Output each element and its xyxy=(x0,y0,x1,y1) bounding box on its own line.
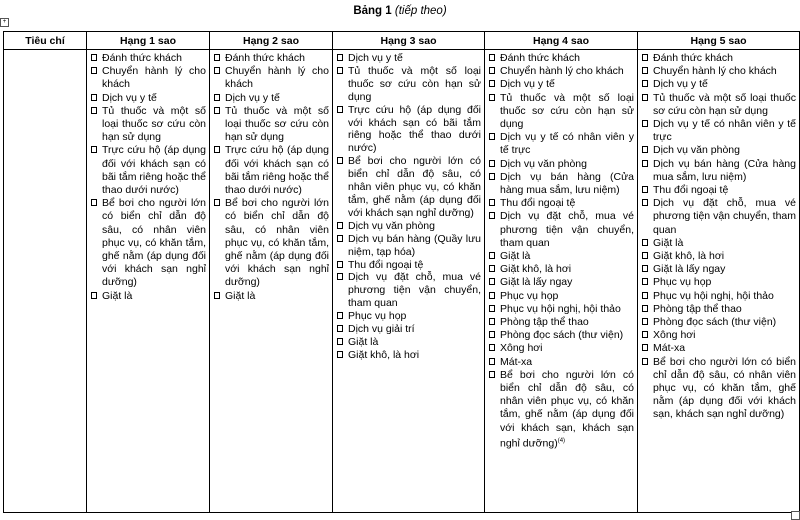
checkbox-bullet-icon xyxy=(489,252,495,259)
table-resize-handle[interactable] xyxy=(791,511,800,520)
list-item xyxy=(214,92,329,105)
checkbox-bullet-icon xyxy=(337,312,343,319)
checkbox-bullet-icon xyxy=(642,94,648,101)
checkbox-bullet-icon xyxy=(91,199,97,206)
list-item xyxy=(642,78,796,91)
list-item xyxy=(642,52,796,65)
list-item xyxy=(489,210,634,250)
checkbox-bullet-icon xyxy=(337,106,343,113)
list-item-text: Dịch vụ bán hàng (Cửa hàng mua sắm, lưu niệm) xyxy=(653,157,796,183)
checkbox-bullet-icon xyxy=(642,186,648,193)
header-rank-3: Hạng 3 sao xyxy=(333,32,485,50)
list-item xyxy=(214,144,329,197)
list-item-text: Giặt khô, là hơi xyxy=(653,250,725,263)
list-item xyxy=(214,290,329,303)
rank-3-list xyxy=(337,52,481,362)
list-item-text: Xông hơi xyxy=(653,329,696,342)
list-item-text: Giặt khô, là hơi xyxy=(500,263,572,276)
list-item xyxy=(489,158,634,171)
list-item-text: Giặt là xyxy=(225,289,256,302)
checkbox-bullet-icon xyxy=(337,235,343,242)
list-item-text: Dịch vụ văn phòng xyxy=(348,219,435,232)
list-item xyxy=(489,263,634,276)
list-item-text: Phòng đọc sách (thư viện) xyxy=(653,316,777,329)
list-item-text: Dịch vụ y tế xyxy=(225,91,280,104)
list-item-text: Phòng đọc sách (thư viện) xyxy=(500,329,624,342)
list-item xyxy=(91,197,206,289)
list-item-text: Giặt là xyxy=(102,289,133,302)
list-item-text: Dịch vụ giải trí xyxy=(348,323,415,336)
checkbox-bullet-icon xyxy=(642,278,648,285)
list-item-text: Tủ thuốc và một số loại thuốc sơ cứu còn hạn sử dụng xyxy=(102,104,206,144)
list-item xyxy=(337,233,481,259)
checkbox-bullet-icon xyxy=(642,252,648,259)
checkbox-bullet-icon xyxy=(214,94,220,101)
table-move-handle[interactable]: + xyxy=(0,18,9,27)
rank-4-list xyxy=(489,52,634,451)
list-item-text: Bể bơi cho người lớn có biển chỉ dẫn độ sâu, có nhân viên phục vụ, có khăn tắm, ghế nằm (áp dụng đối với khách sạn nghỉ dưỡng) xyxy=(348,155,481,219)
checkbox-bullet-icon xyxy=(642,146,648,153)
list-item-text: Bể bơi cho người lớn có biển chỉ dẫn độ sâu, có nhân viên phục vụ, có khăn tắm, ghế nằm (áp dụng đối với khách sạn nghỉ dưỡng) xyxy=(102,197,206,289)
checkbox-bullet-icon xyxy=(642,199,648,206)
list-item xyxy=(489,250,634,263)
list-item-text: Phục vụ hội nghị, hội thảo xyxy=(500,302,621,315)
list-item xyxy=(337,259,481,272)
checkbox-bullet-icon xyxy=(489,265,495,272)
list-item-text: Xông hơi xyxy=(500,342,543,355)
list-item xyxy=(642,342,796,355)
list-item xyxy=(642,316,796,329)
rank-4-cell[interactable] xyxy=(485,50,638,513)
rank-5-cell[interactable] xyxy=(638,50,800,513)
checkbox-bullet-icon xyxy=(489,292,495,299)
table-subtitle: (tiếp theo) xyxy=(394,5,447,17)
list-item-text: Đánh thức khách xyxy=(102,52,182,64)
list-item-text: Phục vụ họp xyxy=(653,276,712,289)
header-rank-2: Hạng 2 sao xyxy=(210,32,333,50)
list-item xyxy=(337,271,481,310)
checkbox-bullet-icon xyxy=(337,67,343,74)
rank-1-list xyxy=(91,52,206,303)
list-item-text: Giặt là xyxy=(500,250,531,263)
list-item xyxy=(642,276,796,289)
list-item-text: Dịch vụ bán hàng (Cửa hàng mua sắm, lưu niệm) xyxy=(500,170,634,197)
checkbox-bullet-icon xyxy=(642,305,648,312)
list-item-text: Chuyển hành lý cho khách xyxy=(653,65,777,78)
checkbox-bullet-icon xyxy=(642,67,648,74)
list-item-text: Tủ thuốc và một số loại thuốc sơ cứu còn hạn sử dụng xyxy=(348,64,481,103)
list-item xyxy=(91,92,206,105)
list-item xyxy=(489,92,634,132)
checkbox-bullet-icon xyxy=(337,338,343,345)
list-item xyxy=(489,276,634,289)
list-item xyxy=(489,197,634,210)
list-item xyxy=(642,250,796,263)
checkbox-bullet-icon xyxy=(489,305,495,312)
list-item xyxy=(642,158,796,184)
list-item-text: Mát-xa xyxy=(653,342,686,355)
checkbox-bullet-icon xyxy=(642,292,648,299)
list-item-text: Đánh thức khách xyxy=(225,52,305,64)
checkbox-bullet-icon xyxy=(489,54,495,61)
checkbox-bullet-icon xyxy=(214,107,220,114)
list-item-text: Giặt là lấy ngay xyxy=(500,276,573,289)
list-item xyxy=(337,155,481,220)
list-item xyxy=(337,52,481,65)
list-item xyxy=(91,105,206,145)
checkbox-bullet-icon xyxy=(91,54,97,61)
checkbox-bullet-icon xyxy=(337,222,343,229)
checkbox-bullet-icon xyxy=(337,351,343,358)
list-item xyxy=(642,356,796,422)
checkbox-bullet-icon xyxy=(642,80,648,87)
list-item-text: Mát-xa xyxy=(500,355,533,368)
list-item xyxy=(642,290,796,303)
checkbox-bullet-icon xyxy=(642,344,648,351)
checkbox-bullet-icon xyxy=(91,107,97,114)
rank-3-cell[interactable] xyxy=(333,50,485,513)
checkbox-bullet-icon xyxy=(489,80,495,87)
checkbox-bullet-icon xyxy=(642,331,648,338)
list-item-text: Tủ thuốc và một số loại thuốc sơ cứu còn hạn sử dụng xyxy=(653,91,796,117)
list-item xyxy=(337,323,481,336)
header-rank-4: Hạng 4 sao xyxy=(485,32,638,50)
list-item xyxy=(642,92,796,118)
list-item xyxy=(489,78,634,91)
table-title: Bảng 1 xyxy=(353,5,392,17)
checkbox-bullet-icon xyxy=(642,358,648,365)
list-item xyxy=(337,349,481,362)
list-item-text: Dịch vụ y tế xyxy=(653,78,708,91)
content-row xyxy=(4,50,800,513)
checkbox-bullet-icon xyxy=(214,54,220,61)
rank-2-cell[interactable] xyxy=(210,50,333,513)
list-item xyxy=(642,184,796,197)
list-item xyxy=(214,52,329,65)
list-item-text: Trực cứu hộ (áp dụng đối với khách sạn có bãi tắm riêng hoặc thể thao dưới nước) xyxy=(348,103,481,155)
list-item xyxy=(91,52,206,65)
criteria-cell[interactable] xyxy=(4,50,87,513)
list-item xyxy=(489,303,634,316)
list-item-text: Phục vụ hội nghị, hội thảo xyxy=(653,289,774,302)
checkbox-bullet-icon xyxy=(337,273,343,280)
checkbox-bullet-icon xyxy=(489,331,495,338)
list-item xyxy=(489,356,634,369)
rank-1-cell[interactable] xyxy=(87,50,210,513)
list-item-text: Phòng tập thể thao xyxy=(653,302,742,315)
checkbox-bullet-icon xyxy=(489,212,495,219)
list-item-text: Trực cứu hộ (áp dụng đối với khách sạn có bãi tắm riêng hoặc thể thao dưới nước) xyxy=(225,144,329,197)
header-row xyxy=(4,32,800,50)
list-item-text: Chuyển hành lý cho khách xyxy=(225,65,329,91)
list-item-text: Bể bơi cho người lớn có biển chỉ dẫn độ sâu, có nhân viên phục vụ, có khăn tắm, ghế nằm (áp dụng đối với khách sạn, khách sạn nghỉ dưỡng) xyxy=(500,368,634,450)
checkbox-bullet-icon xyxy=(642,318,648,325)
list-item-text: Dịch vụ văn phòng xyxy=(500,157,587,170)
header-rank-1: Hạng 1 sao xyxy=(87,32,210,50)
footnote-ref: (4) xyxy=(557,437,566,444)
list-item-text: Chuyển hành lý cho khách xyxy=(500,65,624,78)
checkbox-bullet-icon xyxy=(489,278,495,285)
checkbox-bullet-icon xyxy=(91,94,97,101)
list-item-text: Giặt khô, là hơi xyxy=(348,348,420,361)
list-item-text: Bể bơi cho người lớn có biển chỉ dẫn độ sâu, có nhân viên phục vụ, có khăn tắm, ghế nằm (áp dụng đối với khách sạn nghỉ dưỡng) xyxy=(225,197,329,289)
list-item xyxy=(91,290,206,303)
checkbox-bullet-icon xyxy=(489,94,495,101)
list-item xyxy=(489,290,634,303)
list-item xyxy=(489,65,634,78)
list-item-text: Giặt là xyxy=(348,335,379,348)
checkbox-bullet-icon xyxy=(337,54,343,61)
list-item-text: Thu đổi ngoại tệ xyxy=(653,184,729,197)
list-item-text: Dịch vụ y tế xyxy=(500,78,555,91)
list-item xyxy=(642,303,796,316)
checkbox-bullet-icon xyxy=(91,292,97,299)
list-item xyxy=(489,52,634,65)
list-item xyxy=(214,197,329,289)
list-item-text: Giặt là xyxy=(653,236,684,249)
list-item-text: Tủ thuốc và một số loại thuốc sơ cứu còn hạn sử dụng xyxy=(225,104,329,144)
checkbox-bullet-icon xyxy=(337,261,343,268)
list-item-text: Phục vụ họp xyxy=(348,310,407,323)
list-item-text: Dịch vụ y tế có nhân viên y tế trực xyxy=(653,118,796,144)
list-item xyxy=(642,197,796,237)
checkbox-bullet-icon xyxy=(214,67,220,74)
checkbox-bullet-icon xyxy=(337,325,343,332)
list-item xyxy=(642,118,796,144)
checkbox-bullet-icon xyxy=(91,146,97,153)
list-item xyxy=(91,144,206,197)
list-item-text: Thu đổi ngoại tệ xyxy=(500,197,576,210)
list-item xyxy=(214,65,329,91)
standards-table xyxy=(3,31,800,513)
list-item-text: Dịch vụ bán hàng (Quầy lưu niệm, tạp hóa) xyxy=(348,232,481,258)
checkbox-bullet-icon xyxy=(642,160,648,167)
list-item xyxy=(337,310,481,323)
checkbox-bullet-icon xyxy=(337,157,343,164)
list-item-text: Dịch vụ đặt chỗ, mua vé phương tiện vận chuyển, tham quan xyxy=(348,271,481,310)
checkbox-bullet-icon xyxy=(642,265,648,272)
list-item xyxy=(489,342,634,355)
list-item xyxy=(337,220,481,233)
list-item-text: Đánh thức khách xyxy=(653,52,733,64)
checkbox-bullet-icon xyxy=(214,292,220,299)
list-item-text: Dịch vụ y tế xyxy=(348,52,403,64)
list-item xyxy=(489,131,634,157)
list-item xyxy=(642,144,796,157)
header-criteria: Tiêu chí xyxy=(4,32,87,50)
checkbox-bullet-icon xyxy=(489,344,495,351)
list-item xyxy=(642,65,796,78)
checkbox-bullet-icon xyxy=(489,160,495,167)
list-item xyxy=(337,104,481,156)
checkbox-bullet-icon xyxy=(489,199,495,206)
list-item-text: Dịch vụ văn phòng xyxy=(653,144,740,157)
list-item-text: Phòng tập thể thao xyxy=(500,316,589,329)
checkbox-bullet-icon xyxy=(214,199,220,206)
page-title xyxy=(0,3,800,19)
list-item-text: Dịch vụ y tế có nhân viên y tế trực xyxy=(500,131,634,157)
list-item xyxy=(489,329,634,342)
list-item xyxy=(214,105,329,145)
list-item xyxy=(642,263,796,276)
checkbox-bullet-icon xyxy=(489,133,495,140)
list-item xyxy=(642,237,796,250)
list-item xyxy=(642,329,796,342)
checkbox-bullet-icon xyxy=(214,146,220,153)
checkbox-bullet-icon xyxy=(489,318,495,325)
header-rank-5: Hạng 5 sao xyxy=(638,32,800,50)
list-item-text: Phục vụ họp xyxy=(500,289,559,302)
checkbox-bullet-icon xyxy=(91,67,97,74)
rank-5-list xyxy=(642,52,796,422)
checkbox-bullet-icon xyxy=(489,173,495,180)
checkbox-bullet-icon xyxy=(642,120,648,127)
list-item-text: Tủ thuốc và một số loại thuốc sơ cứu còn hạn sử dụng xyxy=(500,91,634,131)
list-item-text: Dịch vụ y tế xyxy=(102,91,157,104)
list-item xyxy=(489,369,634,451)
list-item-text: Chuyển hành lý cho khách xyxy=(102,65,206,91)
list-item-text: Thu đổi ngoại tệ xyxy=(348,258,424,271)
list-item-text: Dịch vụ đặt chỗ, mua vé phương tiện vận chuyển, tham quan xyxy=(500,210,634,249)
checkbox-bullet-icon xyxy=(489,67,495,74)
list-item-text: Dịch vụ đặt chỗ, mua vé phương tiện vận chuyển, tham quan xyxy=(653,197,796,236)
checkbox-bullet-icon xyxy=(642,239,648,246)
list-item xyxy=(489,171,634,197)
checkbox-bullet-icon xyxy=(489,371,495,378)
rank-2-list xyxy=(214,52,329,303)
list-item xyxy=(91,65,206,91)
list-item-text: Đánh thức khách xyxy=(500,52,580,64)
list-item-text: Giặt là lấy ngay xyxy=(653,263,726,276)
checkbox-bullet-icon xyxy=(642,54,648,61)
list-item-text: Bể bơi cho người lớn có biển chỉ dẫn độ sâu, có nhân viên phục vụ, có khăn tắm, ghế nằm (áp dụng đối với khách sạn, khách sạn nghỉ dưỡng) xyxy=(653,355,796,421)
checkbox-bullet-icon xyxy=(489,358,495,365)
list-item xyxy=(337,336,481,349)
list-item xyxy=(489,316,634,329)
list-item-text: Trực cứu hộ (áp dụng đối với khách sạn có bãi tắm riêng hoặc thể thao dưới nước) xyxy=(102,144,206,197)
list-item xyxy=(337,65,481,104)
